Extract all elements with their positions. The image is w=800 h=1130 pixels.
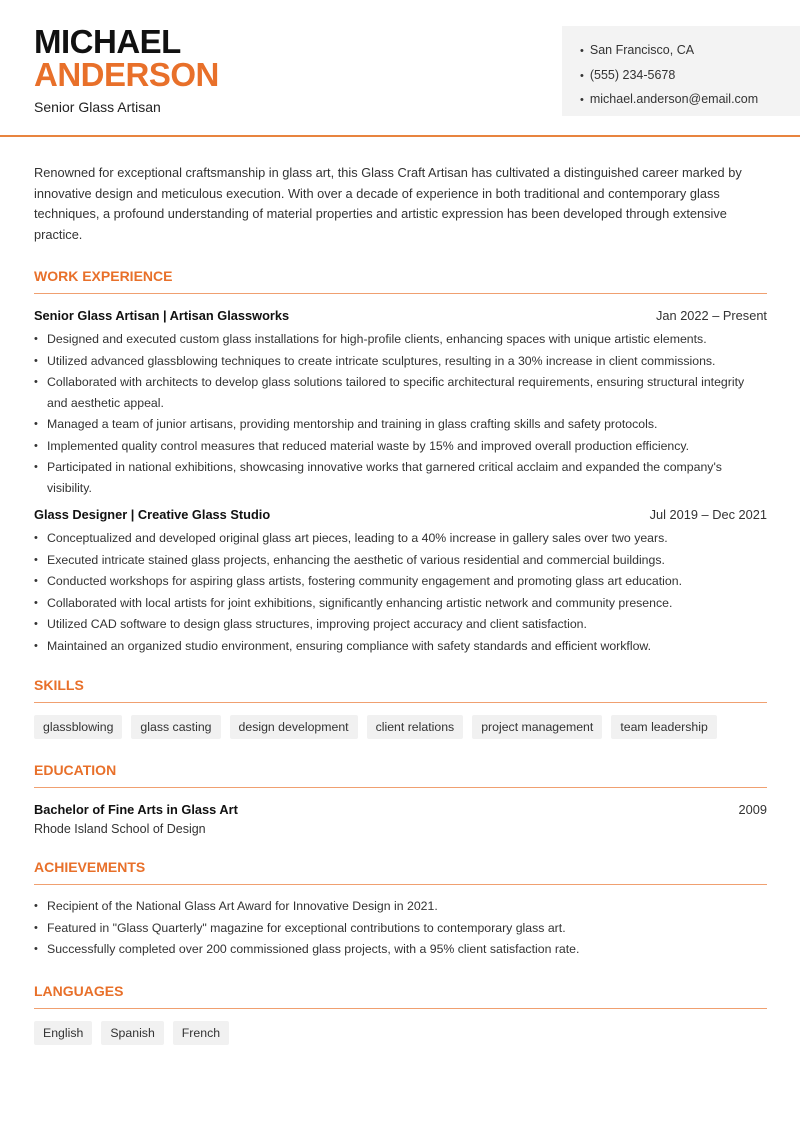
contact-box — [562, 26, 800, 116]
list-item: • Conceptualized and developed original glass art pieces, leading to a 40% increase in gallery sales over two years. — [34, 528, 767, 549]
last-name: ANDERSON — [34, 56, 219, 93]
section-heading-languages: LANGUAGES — [34, 983, 767, 1009]
job-title: Senior Glass Artisan — [34, 99, 161, 115]
summary: Renowned for exceptional craftsmanship in glass art, this Glass Craft Artisan has cultivated a distinguished career marked by innovative design and meticulous execution. With over a decade of experience in both traditional and contemporary glass techniques, a profound understanding of material properties and artistic expression has been developed through extensive practice. — [34, 165, 742, 242]
school: Rhode Island School of Design — [34, 822, 206, 836]
education-year: 2009 — [738, 802, 767, 817]
section-heading-achievements: ACHIEVEMENTS — [34, 859, 767, 885]
skill-tag: glassblowing — [34, 715, 122, 739]
job — [34, 308, 767, 498]
job-dates: Jan 2022 – Present — [656, 308, 767, 323]
resume-header — [0, 0, 800, 137]
language-tag: Spanish — [101, 1021, 163, 1045]
degree: Bachelor of Fine Arts in Glass Art — [34, 802, 238, 817]
list-item: • Successfully completed over 200 commissioned glass projects, with a 95% client satisfaction rate. — [34, 939, 767, 960]
list-item: • Collaborated with local artists for joint exhibitions, significantly enhancing artistic network and community presence. — [34, 593, 767, 614]
language-tag: French — [173, 1021, 229, 1045]
contact-email[interactable]: • michael.anderson@email.com — [580, 88, 800, 113]
skill-tag: project management — [472, 715, 602, 739]
list-item: • Managed a team of junior artisans, providing mentorship and training in glass crafting skills and safety protocols. — [34, 414, 767, 435]
first-name: MICHAEL — [34, 23, 181, 60]
job-dates: Jul 2019 – Dec 2021 — [649, 507, 767, 522]
list-item: • Conducted workshops for aspiring glass artists, fostering community engagement and promoting glass art education. — [34, 571, 767, 592]
list-item: • Collaborated with architects to develop glass solutions tailored to specific architectural requirements, ensuring structural integrity and aesthetic appeal. — [34, 372, 767, 413]
skills-list — [34, 715, 767, 739]
section-heading-skills: SKILLS — [34, 677, 767, 703]
list-item: • Implemented quality control measures that reduced material waste by 15% and improved overall production efficiency. — [34, 436, 767, 457]
list-item: • Executed intricate stained glass projects, enhancing the aesthetic of various residential and commercial buildings. — [34, 550, 767, 571]
skill-tag: glass casting — [131, 715, 220, 739]
skill-tag: team leadership — [611, 715, 717, 739]
contact-location: • San Francisco, CA — [580, 39, 800, 64]
list-item: • Featured in "Glass Quarterly" magazine for exceptional contributions to contemporary glass art. — [34, 918, 767, 939]
skill-tag: design development — [230, 715, 358, 739]
section-heading-education: EDUCATION — [34, 762, 767, 788]
job — [34, 507, 767, 656]
languages-list — [34, 1021, 767, 1045]
list-item: • Participated in national exhibitions, showcasing innovative works that garnered critical acclaim and expanded the company's visibility. — [34, 457, 767, 498]
job-heading: Senior Glass Artisan | Artisan Glassworks — [34, 308, 290, 323]
list-item: • Utilized CAD software to design glass structures, improving project accuracy and client satisfaction. — [34, 614, 767, 635]
skill-tag: client relations — [367, 715, 464, 739]
section-heading-work: WORK EXPERIENCE — [34, 268, 767, 294]
list-item: • Designed and executed custom glass installations for high-profile clients, enhancing spaces with unique artistic elements. — [34, 329, 767, 350]
list-item: • Maintained an organized studio environment, ensuring compliance with safety standards and efficient workflow. — [34, 636, 767, 657]
list-item: • Recipient of the National Glass Art Award for Innovative Design in 2021. — [34, 896, 767, 917]
language-tag: English — [34, 1021, 92, 1045]
contact-phone: • (555) 234-5678 — [580, 64, 800, 89]
job-heading: Glass Designer | Creative Glass Studio — [34, 507, 271, 522]
list-item: • Utilized advanced glassblowing techniques to create intricate sculptures, resulting in a 30% increase in client commissions. — [34, 351, 767, 372]
